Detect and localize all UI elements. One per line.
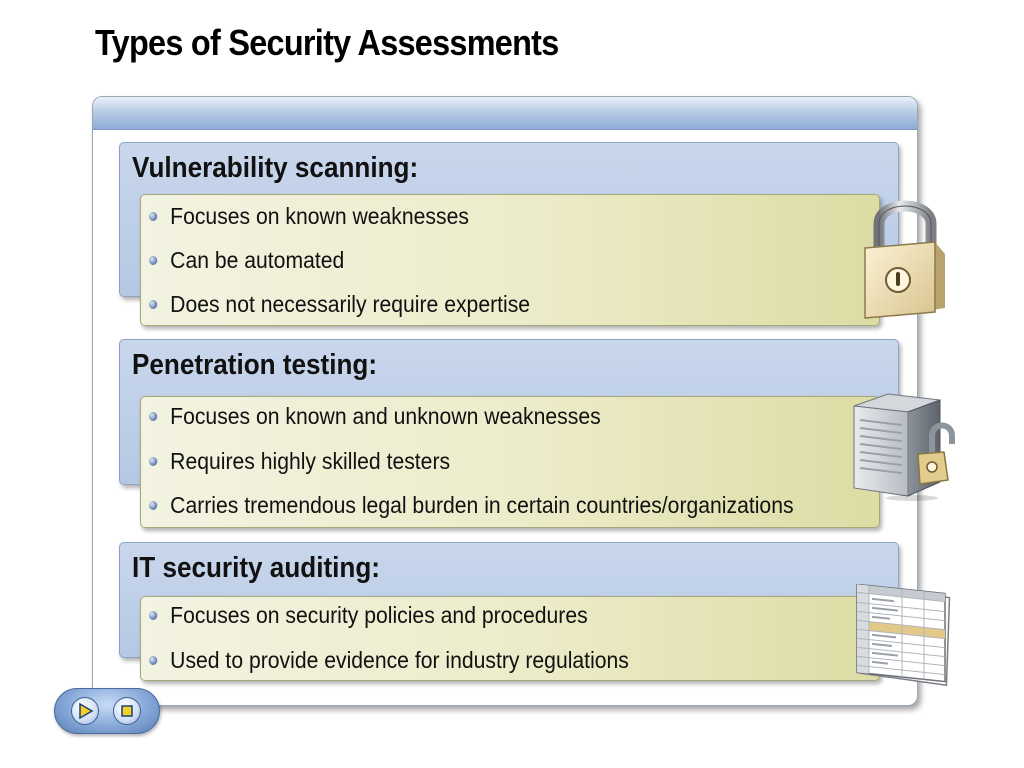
stop-icon	[114, 698, 140, 724]
stop-button[interactable]	[113, 697, 141, 725]
bullet-list	[140, 596, 880, 681]
bullet-icon	[149, 300, 157, 309]
section-heading: IT security auditing:	[132, 552, 380, 584]
list-item: Requires highly skilled testers	[149, 448, 450, 475]
bullet-list	[140, 194, 880, 326]
bullet-icon	[149, 256, 157, 265]
list-item: Focuses on known and unknown weaknesses	[149, 403, 601, 430]
list-item: Does not necessarily require expertise	[149, 291, 530, 318]
list-item: Focuses on security policies and procedures	[149, 602, 588, 629]
bullet-icon	[149, 412, 157, 421]
server-unlocked-icon	[848, 392, 960, 502]
slide-navigation-control	[54, 688, 160, 734]
bullet-icon	[149, 656, 157, 665]
bullet-icon	[149, 611, 157, 620]
bullet-icon	[149, 501, 157, 510]
spreadsheet-icon	[854, 584, 954, 692]
frame-header-bar	[93, 97, 917, 130]
play-button[interactable]	[71, 697, 99, 725]
list-item: Can be automated	[149, 247, 344, 274]
section-heading: Penetration testing:	[132, 349, 378, 381]
slide-title: Types of Security Assessments	[95, 22, 559, 63]
bullet-icon	[149, 212, 157, 221]
list-item: Used to provide evidence for industry regulations	[149, 647, 629, 674]
bullet-icon	[149, 457, 157, 466]
section-heading: Vulnerability scanning:	[132, 152, 419, 184]
list-item: Focuses on known weaknesses	[149, 203, 469, 230]
list-item: Carries tremendous legal burden in certain countries/organizations	[149, 492, 794, 519]
play-icon	[72, 698, 98, 724]
padlock-icon	[862, 190, 948, 324]
bullet-list	[140, 396, 880, 528]
